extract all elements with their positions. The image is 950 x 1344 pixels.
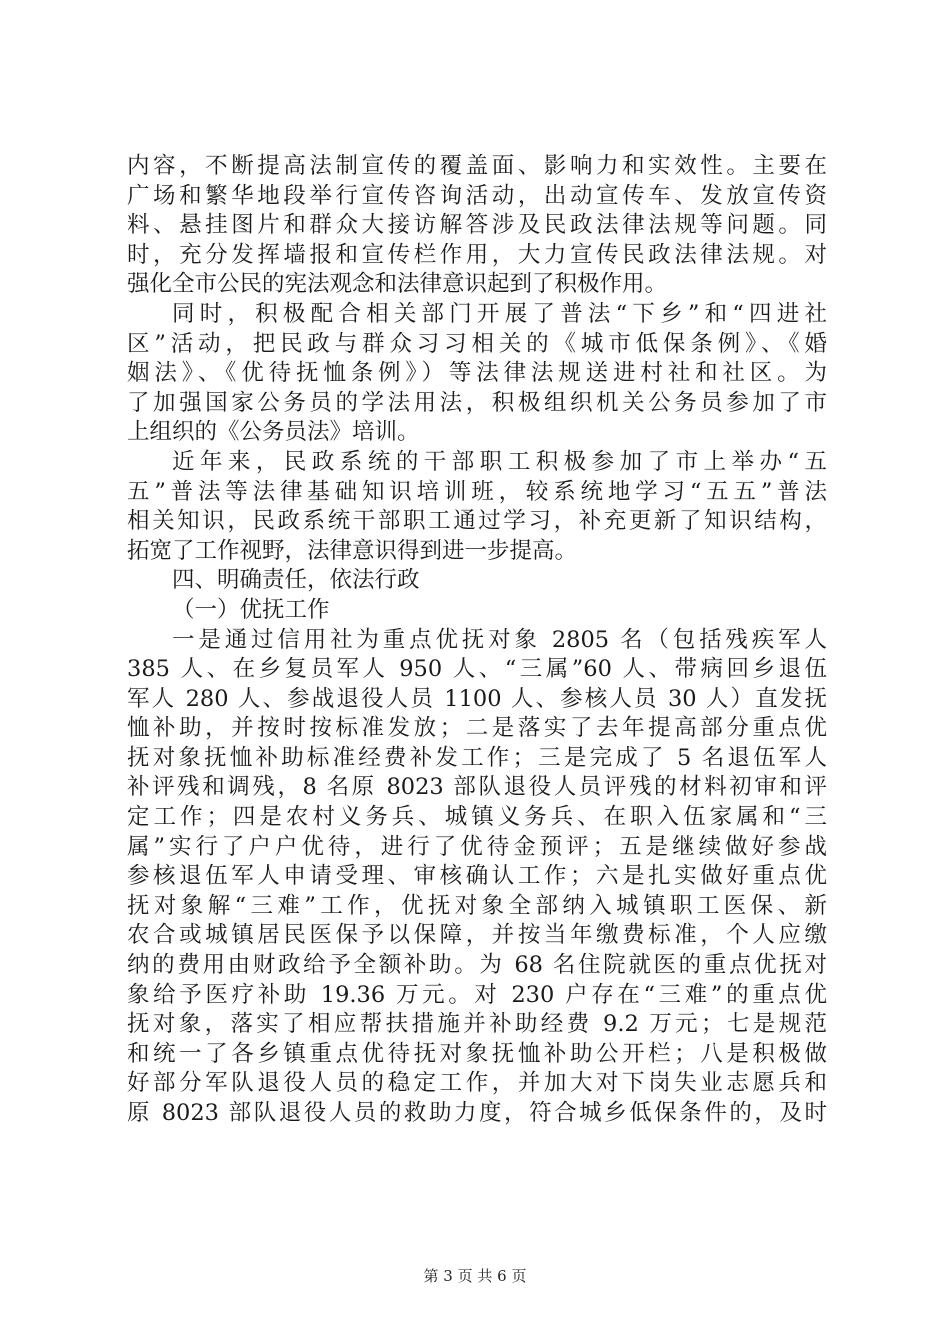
- text-line: 纳的费用由财政给予全额补助。为 68 名住院就医的重点优抚对: [127, 952, 827, 979]
- text-line: 抚对象抚恤补助标准经费补发工作；三是完成了 5 名退伍军人: [127, 744, 827, 771]
- text-line: 相关知识，民政系统干部职工通过学习，补充更新了知识结构，: [127, 508, 827, 535]
- text-line: （一）优抚工作: [172, 596, 330, 623]
- text-line: 五”普法等法律基础知识培训班，较系统地学习“五五”普法: [127, 478, 827, 505]
- text-line: 时，充分发挥墙报和宣传栏作用，大力宣传民政法律法规。对: [127, 241, 827, 268]
- text-line: 补评残和调残，8 名原 8023 部队退役人员评残的材料初审和评: [127, 774, 827, 801]
- text-line: 近年来，民政系统的干部职工积极参加了市上举办“五: [172, 448, 827, 475]
- text-line: 抚对象解“三难”工作，优抚对象全部纳入城镇职工医保、新: [127, 892, 827, 919]
- text-line: 姻法》、《优待抚恤条例》）等法律法规送进村社和社区。为: [127, 360, 827, 387]
- text-line: 好部分军队退役人员的稳定工作，并加大对下岗失业志愿兵和: [127, 1070, 827, 1097]
- text-line: 区”活动，把民政与群众习习相关的《城市低保条例》、《婚: [127, 330, 827, 357]
- text-line: 一是通过信用社为重点优抚对象 2805 名（包括残疾军人: [172, 626, 827, 653]
- document-body: [127, 152, 827, 1129]
- text-line: 料、悬挂图片和群众大接访解答涉及民政法律法规等问题。同: [127, 212, 827, 239]
- text-line: 同时，积极配合相关部门开展了普法“下乡”和“四进社: [172, 300, 827, 327]
- text-line: 广场和繁华地段举行宣传咨询活动，出动宣传车、发放宣传资: [127, 182, 827, 209]
- text-line: 参核退伍军人申请受理、审核确认工作；六是扎实做好重点优: [127, 863, 827, 890]
- text-line: 原 8023 部队退役人员的救助力度，符合城乡低保条件的，及时: [127, 1100, 827, 1126]
- text-line: 农合或城镇居民医保予以保障，并按当年缴费标准，个人应缴: [127, 922, 827, 949]
- text-line: 军人 280 人、参战退役人员 1100 人、参核人员 30 人）直发抚: [127, 685, 827, 712]
- text-line: 拓宽了工作视野，法律意识得到进一步提高。: [127, 537, 578, 564]
- text-line: 上组织的《公务员法》培训。: [127, 419, 420, 446]
- text-line: 抚对象，落实了相应帮扶措施并补助经费 9.2 万元；七是规范: [127, 1011, 827, 1038]
- text-line: 了加强国家公务员的学法用法，积极组织机关公务员参加了市: [127, 389, 827, 416]
- text-line: 和统一了各乡镇重点优待抚对象抚恤补助公开栏；八是积极做: [127, 1040, 827, 1067]
- text-line: 象给予医疗补助 19.36 万元。对 230 户存在“三难”的重点优: [127, 981, 827, 1008]
- text-line: 强化全市公民的宪法观念和法律意识起到了积极作用。: [127, 271, 668, 298]
- text-line: 385 人、在乡复员军人 950 人、“三属”60 人、带病回乡退伍: [127, 656, 827, 683]
- page-number-footer: 第 3 页 共 6 页: [423, 1267, 527, 1285]
- text-line: 内容，不断提高法制宣传的覆盖面、影响力和实效性。主要在: [127, 153, 827, 179]
- text-line: 恤补助，并按时按标准发放；二是落实了去年提高部分重点优: [127, 715, 827, 742]
- text-line: 定工作；四是农村义务兵、城镇义务兵、在职入伍家属和“三: [127, 804, 827, 831]
- text-line: 四、明确责任，依法行政: [172, 567, 420, 594]
- text-line: 属”实行了户户优待，进行了优待金预评；五是继续做好参战: [127, 833, 827, 860]
